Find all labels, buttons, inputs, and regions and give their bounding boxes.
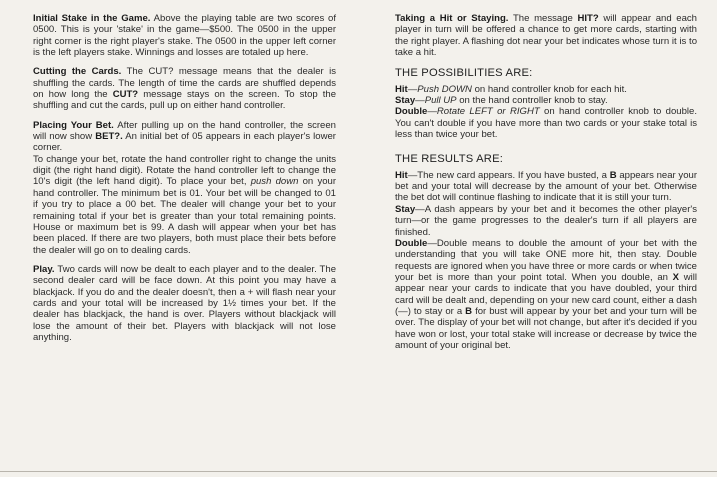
hit-or-stay-heading: Taking a Hit or Staying. — [395, 13, 509, 24]
bottom-divider — [0, 471, 717, 472]
play-heading: Play. — [33, 263, 55, 275]
possibility-hit-action: Push DOWN — [417, 83, 472, 95]
possibility-double-label: Double — [395, 106, 428, 118]
change-bet-text-2: on your hand controller. The minimum bet is 01. Your bet will be changed to 01 if you try to place a 00 bet. The dealer will change your bet to your remaining total if your bet is greater than your total remaining points. House or maximum bet is 99. A dash will appear when your bet has been placed. If there are two players, both must place their bets before the dealer will go on to dealing cards. — [33, 176, 337, 256]
result-double-label: Double — [395, 237, 428, 249]
result-stay-label: Stay — [395, 203, 416, 215]
hit-or-stay-paragraph — [395, 13, 697, 58]
possibility-hit — [395, 84, 697, 95]
placing-bet-text-1: After pulling up on the hand controller, the screen will now show — [33, 119, 336, 143]
result-hit-text-1: —The new card appears. If you have busted, a — [407, 169, 607, 181]
right-column — [395, 13, 697, 359]
cutting-cards-paragraph — [33, 66, 336, 111]
initial-stake-paragraph — [33, 13, 336, 58]
possibility-hit-label: Hit — [395, 83, 408, 95]
push-down-text: push down — [250, 176, 299, 188]
result-stay — [395, 204, 697, 238]
hit-or-stay-text-2: will appear and each player in turn will be offered a chance to get more cards, starting with the right player. A flashing dot near your bet indicates whose turn it is to take a hit. — [395, 13, 697, 59]
placing-bet-text-2: An initial bet of 05 appears in each player's lower corner. — [33, 131, 336, 154]
possibility-stay-label: Stay — [395, 95, 416, 107]
result-double-x-marker: X — [672, 271, 680, 283]
cutting-cards-text-2: message stays on the screen. To stop the shuffling and cut the cards, pull up on either hand controller. — [33, 89, 337, 112]
possibility-stay-rest: on the hand controller knob to stay. — [459, 95, 608, 107]
initial-stake-body: Above the playing table are two scores of 0500. This is your 'stake' in the game—$500. The 0500 in the upper right corner is the right player's stake. The 0500 in the upper left corner is the left players stake. Winnings and losses are totaled up here. — [33, 13, 336, 59]
placing-bet-heading: Placing Your Bet. — [33, 119, 114, 131]
play-paragraph — [33, 264, 336, 343]
result-stay-body: —A dash appears by your bet and it becomes the other player's turn—or the game progresses to the dealer's turn if all players are finished. — [395, 203, 697, 238]
result-hit — [395, 170, 697, 204]
result-hit-text-2: appears near your bet and your total will decrease by the amount of your bet. Otherwise the bet dot will continue flashing to indicate that it is still your turn. — [395, 169, 698, 204]
possibility-double-dash: — — [427, 106, 437, 118]
result-double-text-3: for bust will appear by your bet and your turn will be over. The display of your bet will not change, but after it's decided if you have won or lost, your total stake will increase or decrease by twice the amount of your original bet. — [395, 305, 697, 351]
change-bet-paragraph — [33, 154, 336, 256]
result-double-bust-marker: B — [465, 305, 473, 317]
possibility-stay-dash: — — [415, 95, 425, 107]
hit-or-stay-text-1: The message — [512, 13, 573, 24]
possibility-double-action: Rotate LEFT or RIGHT — [436, 106, 540, 118]
possibility-hit-dash: — — [407, 83, 418, 95]
possibility-stay — [395, 95, 697, 106]
result-double-text-2: will appear near your cards to indicate that you have doubled, your third card will be dealt and, depending on your new card count, either a dash (—) to stay or a — [395, 271, 697, 317]
result-double-text-1: —Double means to double the amount of your bet with the understanding that you will take ONE more hit, then stay. Double requests are ignored when you have three or more cards or when twice your bet is more than your point total. When you double, an — [395, 237, 697, 283]
result-double — [395, 238, 697, 351]
possibility-double — [395, 106, 697, 140]
initial-stake-heading: Initial Stake in the Game. — [33, 13, 151, 24]
result-hit-bust-marker: B — [609, 169, 617, 181]
hit-message-label: HIT? — [577, 13, 599, 24]
possibility-double-rest: on hand controller knob to double. You can't double if you have more than two cards or your stake total is less than twice your bet. — [395, 106, 697, 141]
bet-message-label: BET?. — [95, 131, 123, 143]
possibility-hit-rest: on hand controller knob for each hit. — [474, 83, 627, 95]
placing-bet-paragraph — [33, 120, 336, 154]
results-title: THE RESULTS ARE: — [395, 153, 504, 166]
cut-message-label: CUT? — [112, 89, 139, 101]
cutting-cards-heading: Cutting the Cards. — [33, 66, 122, 78]
cutting-cards-text-1: The CUT? message means that the dealer is shuffling the cards. The length of time the cards are shuffled depends on how long the — [33, 66, 337, 101]
change-bet-text-1: To change your bet, rotate the hand controller right to change the units digit (the right hand digit). Rotate the hand controller left to change the 10's digit (the left hand digit). To place your bet, — [33, 153, 336, 188]
possibilities-title: THE POSSIBILITIES ARE: — [395, 67, 533, 80]
result-hit-label: Hit — [395, 169, 408, 181]
left-column — [33, 13, 336, 351]
possibility-stay-action: Pull UP — [424, 95, 457, 107]
play-body: Two cards will now be dealt to each player and to the dealer. The second dealer card will be face down. At this point you may have a blackjack. If you do and the dealer doesn't, then a + will flash near your cards and your total will be increased by 1½ times your bet. If the dealer has blackjack, the hand is over. Players without blackjack will lose the amount of their bet. Players with blackjack will not lose anything. — [33, 263, 337, 343]
